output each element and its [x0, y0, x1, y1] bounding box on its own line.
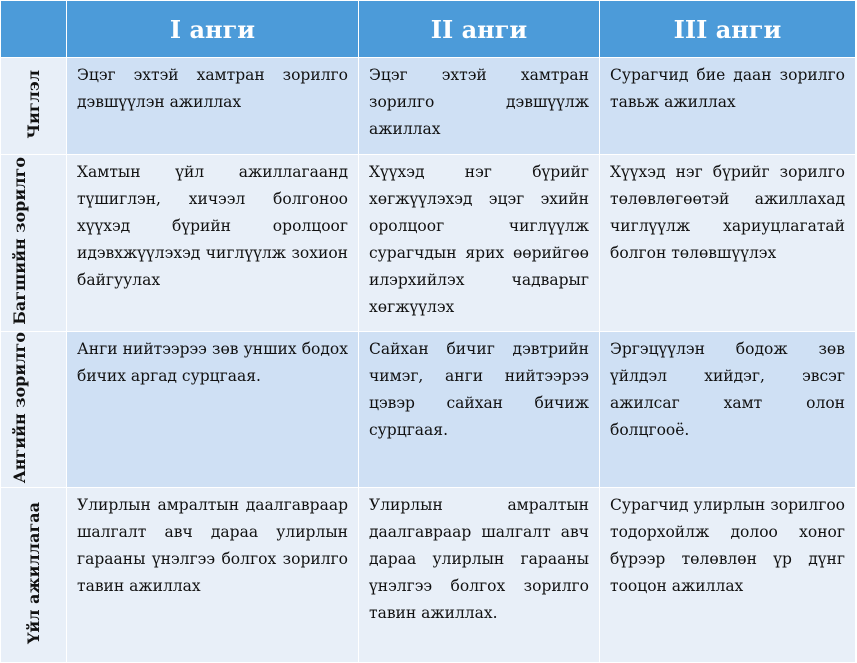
- table-cell: Хүүхэд нэг бүрийг зорилго төлөвлөгөөтэй ажиллахад чиглүүлж хариуцлагатай болгон төлөвшүүлэх: [600, 155, 856, 332]
- row-header-label: Багшийн зорилго: [9, 157, 29, 325]
- row-header: [1, 58, 67, 155]
- table-cell: Хүүхэд нэг бүрийг хөгжүүлэхэд эцэг эхийн оролцоог чиглүүлж сурагчдын ярих өөрийгөө илэрхийлэх чадварыг хөгжүүлэх: [359, 155, 600, 332]
- table-cell: Сурагчид улирлын зорилгоо тодорхойлж долоо хоног бүрээр төлөвлөн үр дүнг тооцон ажиллах: [600, 488, 856, 663]
- table-cell: Сайхан бичиг дэвтрийн чимэг, анги нийтээрээ цэвэр сайхан бичиж сурцгаая.: [359, 332, 600, 488]
- table-cell: Улирлын амралтын даалгавраар шалгалт авч дараа улирлын гарааны үнэлгээ болгох зорилго тавин ажиллах: [67, 488, 359, 663]
- table-cell: Эцэг эхтэй хамтран зорилго дэвшүүлж ажиллах: [359, 58, 600, 155]
- table-row: [1, 58, 856, 155]
- table-row: [1, 488, 856, 663]
- row-header-label: Чиглэл: [23, 69, 43, 139]
- table-cell: Хамтын үйл ажиллагаанд түшиглэн, хичээл болгоноо хүүхэд бүрийн оролцоог идэвхжүүлэхэд чиглүүлж зохион байгуулах: [67, 155, 359, 332]
- corner-cell: [1, 1, 67, 58]
- column-header-2: II анги: [359, 1, 600, 58]
- table-row: [1, 332, 856, 488]
- table-cell: Сурагчид бие даан зорилго тавьж ажиллах: [600, 58, 856, 155]
- table-cell: Эцэг эхтэй хамтран зорилго дэвшүүлэн ажиллах: [67, 58, 359, 155]
- row-header: [1, 488, 67, 663]
- row-header-label: Үйл ажиллагаа: [23, 502, 43, 645]
- row-header: [1, 332, 67, 488]
- table-cell: Улирлын амралтын даалгавраар шалгалт авч дараа улирлын гарааны үнэлгээ болгох зорилго тавин ажиллах.: [359, 488, 600, 663]
- column-header-1: I анги: [67, 1, 359, 58]
- row-header: [1, 155, 67, 332]
- column-header-3: III анги: [600, 1, 856, 58]
- header-row: [1, 1, 856, 58]
- table-cell: Анги нийтээрээ зөв унших бодох бичих аргад сурцгаая.: [67, 332, 359, 488]
- table-cell: Эргэцүүлэн бодож зөв үйлдэл хийдэг, эвсэг ажилсаг хамт олон болцгооё.: [600, 332, 856, 488]
- row-header-label: Ангийн зорилго: [9, 332, 29, 484]
- table-row: [1, 155, 856, 332]
